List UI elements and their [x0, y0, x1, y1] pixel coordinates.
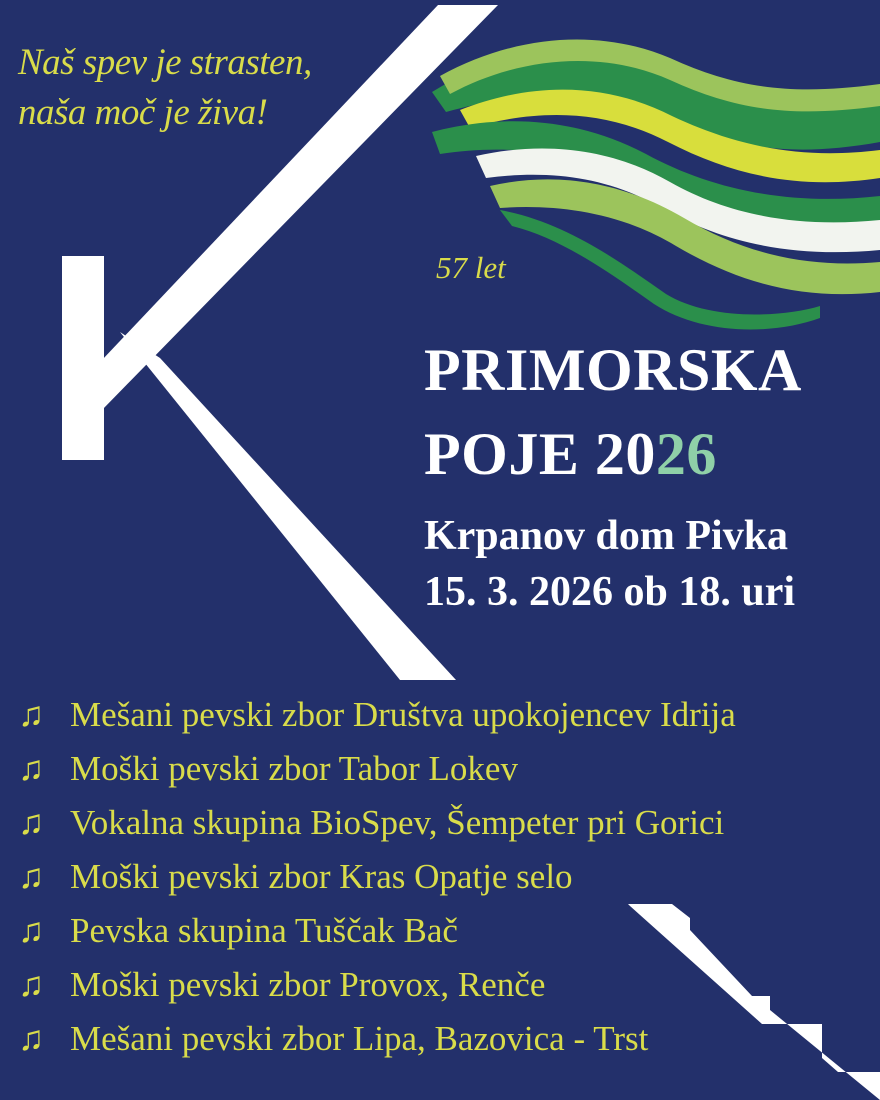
event-details [424, 508, 795, 620]
event-title-line-1: PRIMORSKA [424, 337, 802, 403]
k-logo-lower-arm [120, 332, 456, 680]
choir-list-item [18, 688, 736, 742]
slogan-line-1: Naš spev je strasten, [18, 42, 312, 83]
choir-name: Mešani pevski zbor Društva upokojencev Idrija [70, 695, 736, 734]
event-title-prefix: POJE 20 [424, 421, 656, 487]
anniversary-years: 57 let [436, 250, 506, 285]
choir-name: Moški pevski zbor Kras Opatje selo [70, 857, 573, 896]
slogan [18, 38, 312, 138]
choir-list-item [18, 742, 736, 796]
wave-flag [432, 39, 880, 329]
choir-name: Vokalna skupina BioSpev, Šempeter pri Gorici [70, 803, 725, 842]
music-note-icon: ♫ [18, 965, 45, 1004]
choir-name: Moški pevski zbor Tabor Lokev [70, 749, 518, 788]
choir-list [18, 688, 736, 1066]
choir-name: Pevska skupina Tuščak Bač [70, 911, 458, 950]
music-note-icon: ♫ [18, 803, 45, 842]
choir-list-item [18, 958, 736, 1012]
music-note-icon: ♫ [18, 857, 45, 896]
choir-list-item [18, 904, 736, 958]
event-datetime: 15. 3. 2026 ob 18. uri [424, 569, 796, 615]
choir-list-item [18, 1012, 736, 1066]
choir-name: Moški pevski zbor Provox, Renče [70, 965, 546, 1004]
event-venue: Krpanov dom Pivka [424, 513, 789, 559]
music-note-icon: ♫ [18, 1019, 45, 1058]
choir-list-item [18, 796, 736, 850]
event-title [424, 328, 802, 496]
music-note-icon: ♫ [18, 911, 45, 950]
music-note-icon: ♫ [18, 695, 45, 734]
event-title-line-2 [424, 412, 802, 496]
choir-list-item [18, 850, 736, 904]
event-title-year-accent: 26 [655, 421, 717, 487]
slogan-line-2: naša moč je živa! [18, 92, 268, 133]
k-logo-stem [62, 256, 104, 460]
choir-name: Mešani pevski zbor Lipa, Bazovica - Trst [70, 1019, 649, 1058]
music-note-icon: ♫ [18, 749, 45, 788]
